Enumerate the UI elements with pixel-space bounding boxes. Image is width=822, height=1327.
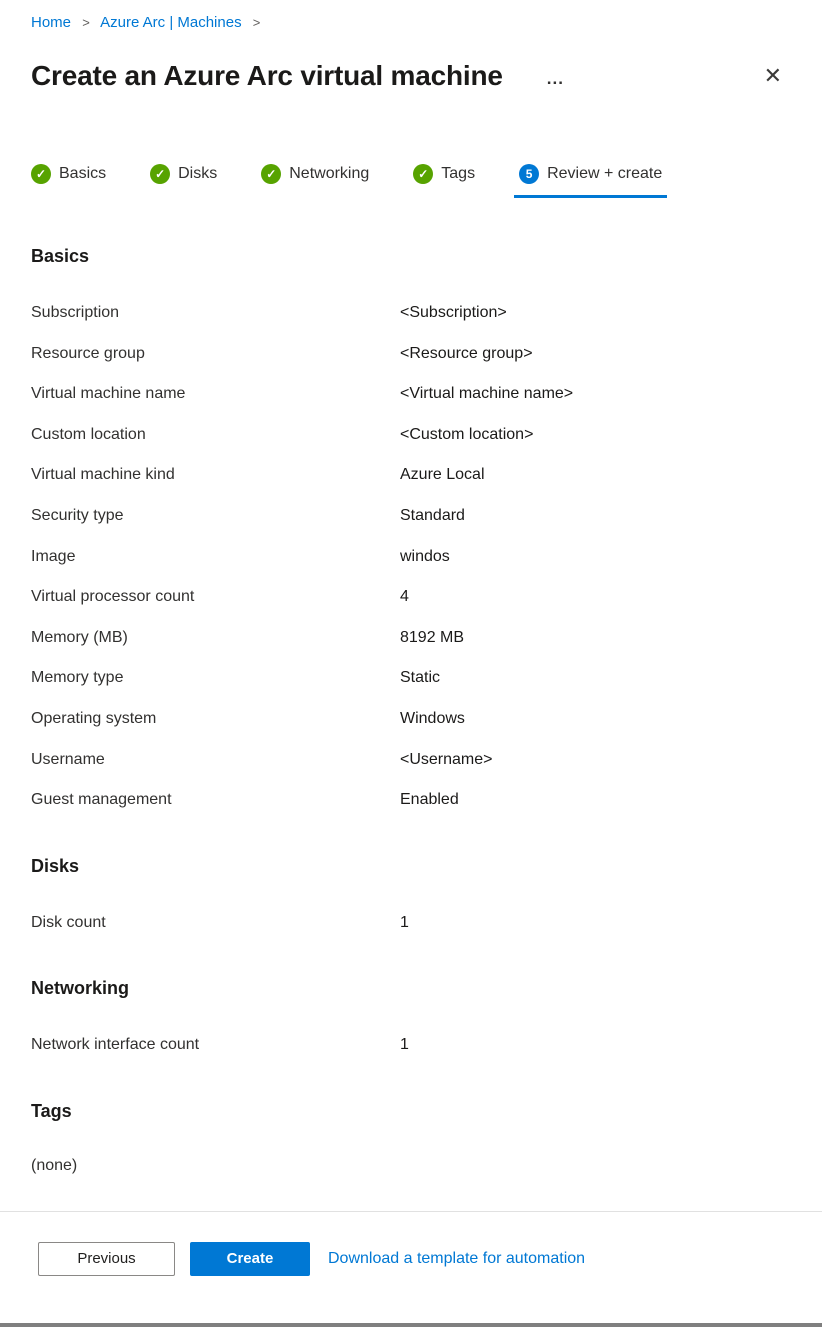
page-title: Create an Azure Arc virtual machine <box>31 60 503 91</box>
section-title: Disks <box>31 855 80 876</box>
section-tags <box>31 1099 782 1176</box>
review-rows <box>31 1034 782 1075</box>
breadcrumb <box>31 13 782 33</box>
review-rows <box>31 912 782 953</box>
tab-review-create[interactable] <box>514 163 667 198</box>
tags-empty-text: (none) <box>31 1156 78 1174</box>
tab-label: Tags <box>441 165 476 182</box>
window-bottom-edge <box>0 1323 822 1327</box>
section-title: Networking <box>31 978 130 999</box>
check-circle-icon: ✓ <box>261 164 281 184</box>
title-row <box>31 57 782 95</box>
tab-basics[interactable] <box>26 163 111 198</box>
tab-label: Review + create <box>547 165 663 182</box>
section-basics <box>31 244 782 830</box>
previous-button[interactable]: Previous <box>38 1242 175 1276</box>
review-row-disk-count: Disk count 1 <box>31 913 409 931</box>
review-row-memory-type: Memory type Static <box>31 669 441 687</box>
tab-label: Basics <box>59 165 107 182</box>
download-template-link[interactable]: Download a template for automation <box>328 1249 586 1267</box>
review-row-guest-management: Guest management Enabled <box>31 791 459 809</box>
review-row-memory-mb: Memory (MB) 8192 MB <box>31 628 465 646</box>
breadcrumb-azure-arc-machines-link[interactable]: Azure Arc | Machines <box>100 14 242 31</box>
step-number-badge: 5 <box>519 164 539 184</box>
breadcrumb-separator-icon: > <box>252 15 261 30</box>
blade-footer <box>0 1211 822 1323</box>
tab-bar <box>26 163 782 198</box>
tab-tags[interactable] <box>408 163 480 198</box>
breadcrumb-home-link[interactable]: Home <box>31 14 72 31</box>
review-row-custom-location: Custom location <Custom location> <box>31 425 534 443</box>
tab-label: Disks <box>178 165 218 182</box>
section-disks <box>31 854 782 953</box>
review-row-operating-system: Operating system Windows <box>31 709 465 727</box>
review-rows <box>31 302 782 830</box>
check-circle-icon: ✓ <box>413 164 433 184</box>
check-circle-icon: ✓ <box>150 164 170 184</box>
check-circle-icon: ✓ <box>31 164 51 184</box>
review-row-image: Image windos <box>31 547 450 565</box>
more-options-icon[interactable]: ... <box>546 69 564 88</box>
review-row-security-type: Security type Standard <box>31 506 465 524</box>
close-icon[interactable]: ✕ <box>763 63 782 88</box>
create-button[interactable]: Create <box>190 1242 310 1276</box>
tab-label: Networking <box>289 165 370 182</box>
review-row-vm-kind: Virtual machine kind Azure Local <box>31 466 485 484</box>
tab-networking[interactable] <box>256 163 374 198</box>
review-row-vm-name: Virtual machine name <Virtual machine name> <box>31 385 574 403</box>
review-row-network-interface-count: Network interface count 1 <box>31 1036 409 1054</box>
review-row-subscription: Subscription <Subscription> <box>31 304 507 321</box>
breadcrumb-separator-icon: > <box>82 15 90 30</box>
review-row-vcpu-count: Virtual processor count 4 <box>31 588 409 606</box>
review-row-username: Username <Username> <box>31 750 493 768</box>
section-title: Basics <box>31 246 90 266</box>
review-row-resource-group: Resource group <Resource group> <box>31 344 533 362</box>
tab-disks[interactable] <box>145 163 222 198</box>
section-title: Tags <box>31 1100 72 1121</box>
section-networking <box>31 976 782 1075</box>
